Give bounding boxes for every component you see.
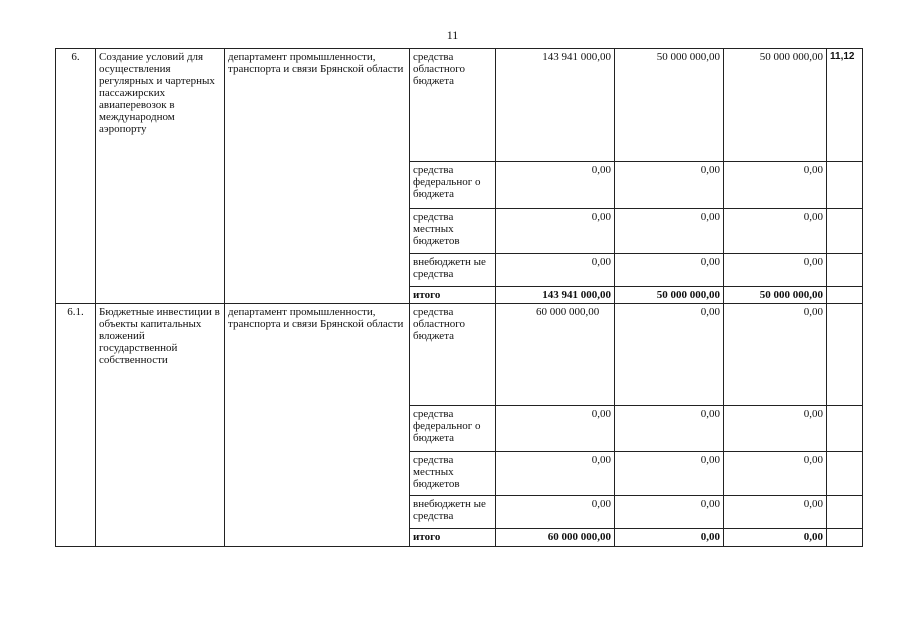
source-label: средства областного бюджета [410,304,496,406]
source-label: внебюджетн ые средства [410,496,496,529]
amount-year1: 0,00 [496,254,615,287]
total-year2: 0,00 [615,529,724,547]
amount-year3: 50 000 000,00 [724,49,827,162]
measure-name: Бюджетные инвестиции в объекты капитальных вложений государственной собственности [96,304,225,547]
total-label: итого [410,287,496,304]
indicator-ref-empty [827,254,863,287]
indicator-ref-empty [827,452,863,496]
row-number: 6. [56,49,96,304]
amount-year1: 60 000 000,00 [496,304,615,406]
source-label: средства местных бюджетов [410,452,496,496]
source-label: средства федеральног о бюджета [410,162,496,209]
indicator-ref: 11,12 [827,49,863,162]
table-row [56,304,863,406]
amount-year1: 0,00 [496,162,615,209]
total-year1: 143 941 000,00 [496,287,615,304]
amount-year3: 0,00 [724,209,827,254]
amount-year3: 0,00 [724,162,827,209]
amount-year2: 0,00 [615,496,724,529]
amount-year2: 0,00 [615,209,724,254]
amount-year2: 0,00 [615,304,724,406]
source-label: средства местных бюджетов [410,209,496,254]
amount-year1: 0,00 [496,209,615,254]
executor: департамент промышленности, транспорта и связи Брянской области [225,304,410,547]
indicator-ref-empty [827,287,863,304]
amount-year3: 0,00 [724,406,827,452]
indicator-ref-empty [827,209,863,254]
amount-year2: 0,00 [615,162,724,209]
budget-table [55,48,863,547]
row-number: 6.1. [56,304,96,547]
source-label: средства областного бюджета [410,49,496,162]
amount-year2: 0,00 [615,452,724,496]
amount-year3: 0,00 [724,496,827,529]
amount-year3: 0,00 [724,304,827,406]
amount-year1: 0,00 [496,406,615,452]
amount-year3: 0,00 [724,452,827,496]
total-year1: 60 000 000,00 [496,529,615,547]
measure-name: Создание условий для осуществления регулярных и чартерных пассажирских авиаперевозок в международном аэропорту [96,49,225,304]
executor: департамент промышленности, транспорта и связи Брянской области [225,49,410,304]
indicator-ref-empty [827,406,863,452]
indicator-ref-empty [827,162,863,209]
amount-year2: 0,00 [615,406,724,452]
indicator-ref [827,304,863,406]
amount-year2: 50 000 000,00 [615,49,724,162]
page-number: 11 [446,28,459,42]
amount-year1: 143 941 000,00 [496,49,615,162]
indicator-ref-empty [827,529,863,547]
source-label: внебюджетн ые средства [410,254,496,287]
indicator-ref-empty [827,496,863,529]
total-label: итого [410,529,496,547]
total-year3: 50 000 000,00 [724,287,827,304]
amount-year2: 0,00 [615,254,724,287]
amount-year3: 0,00 [724,254,827,287]
total-year2: 50 000 000,00 [615,287,724,304]
amount-year1: 0,00 [496,452,615,496]
amount-year1: 0,00 [496,496,615,529]
total-year3: 0,00 [724,529,827,547]
source-label: средства федеральног о бюджета [410,406,496,452]
table-row [56,49,863,162]
